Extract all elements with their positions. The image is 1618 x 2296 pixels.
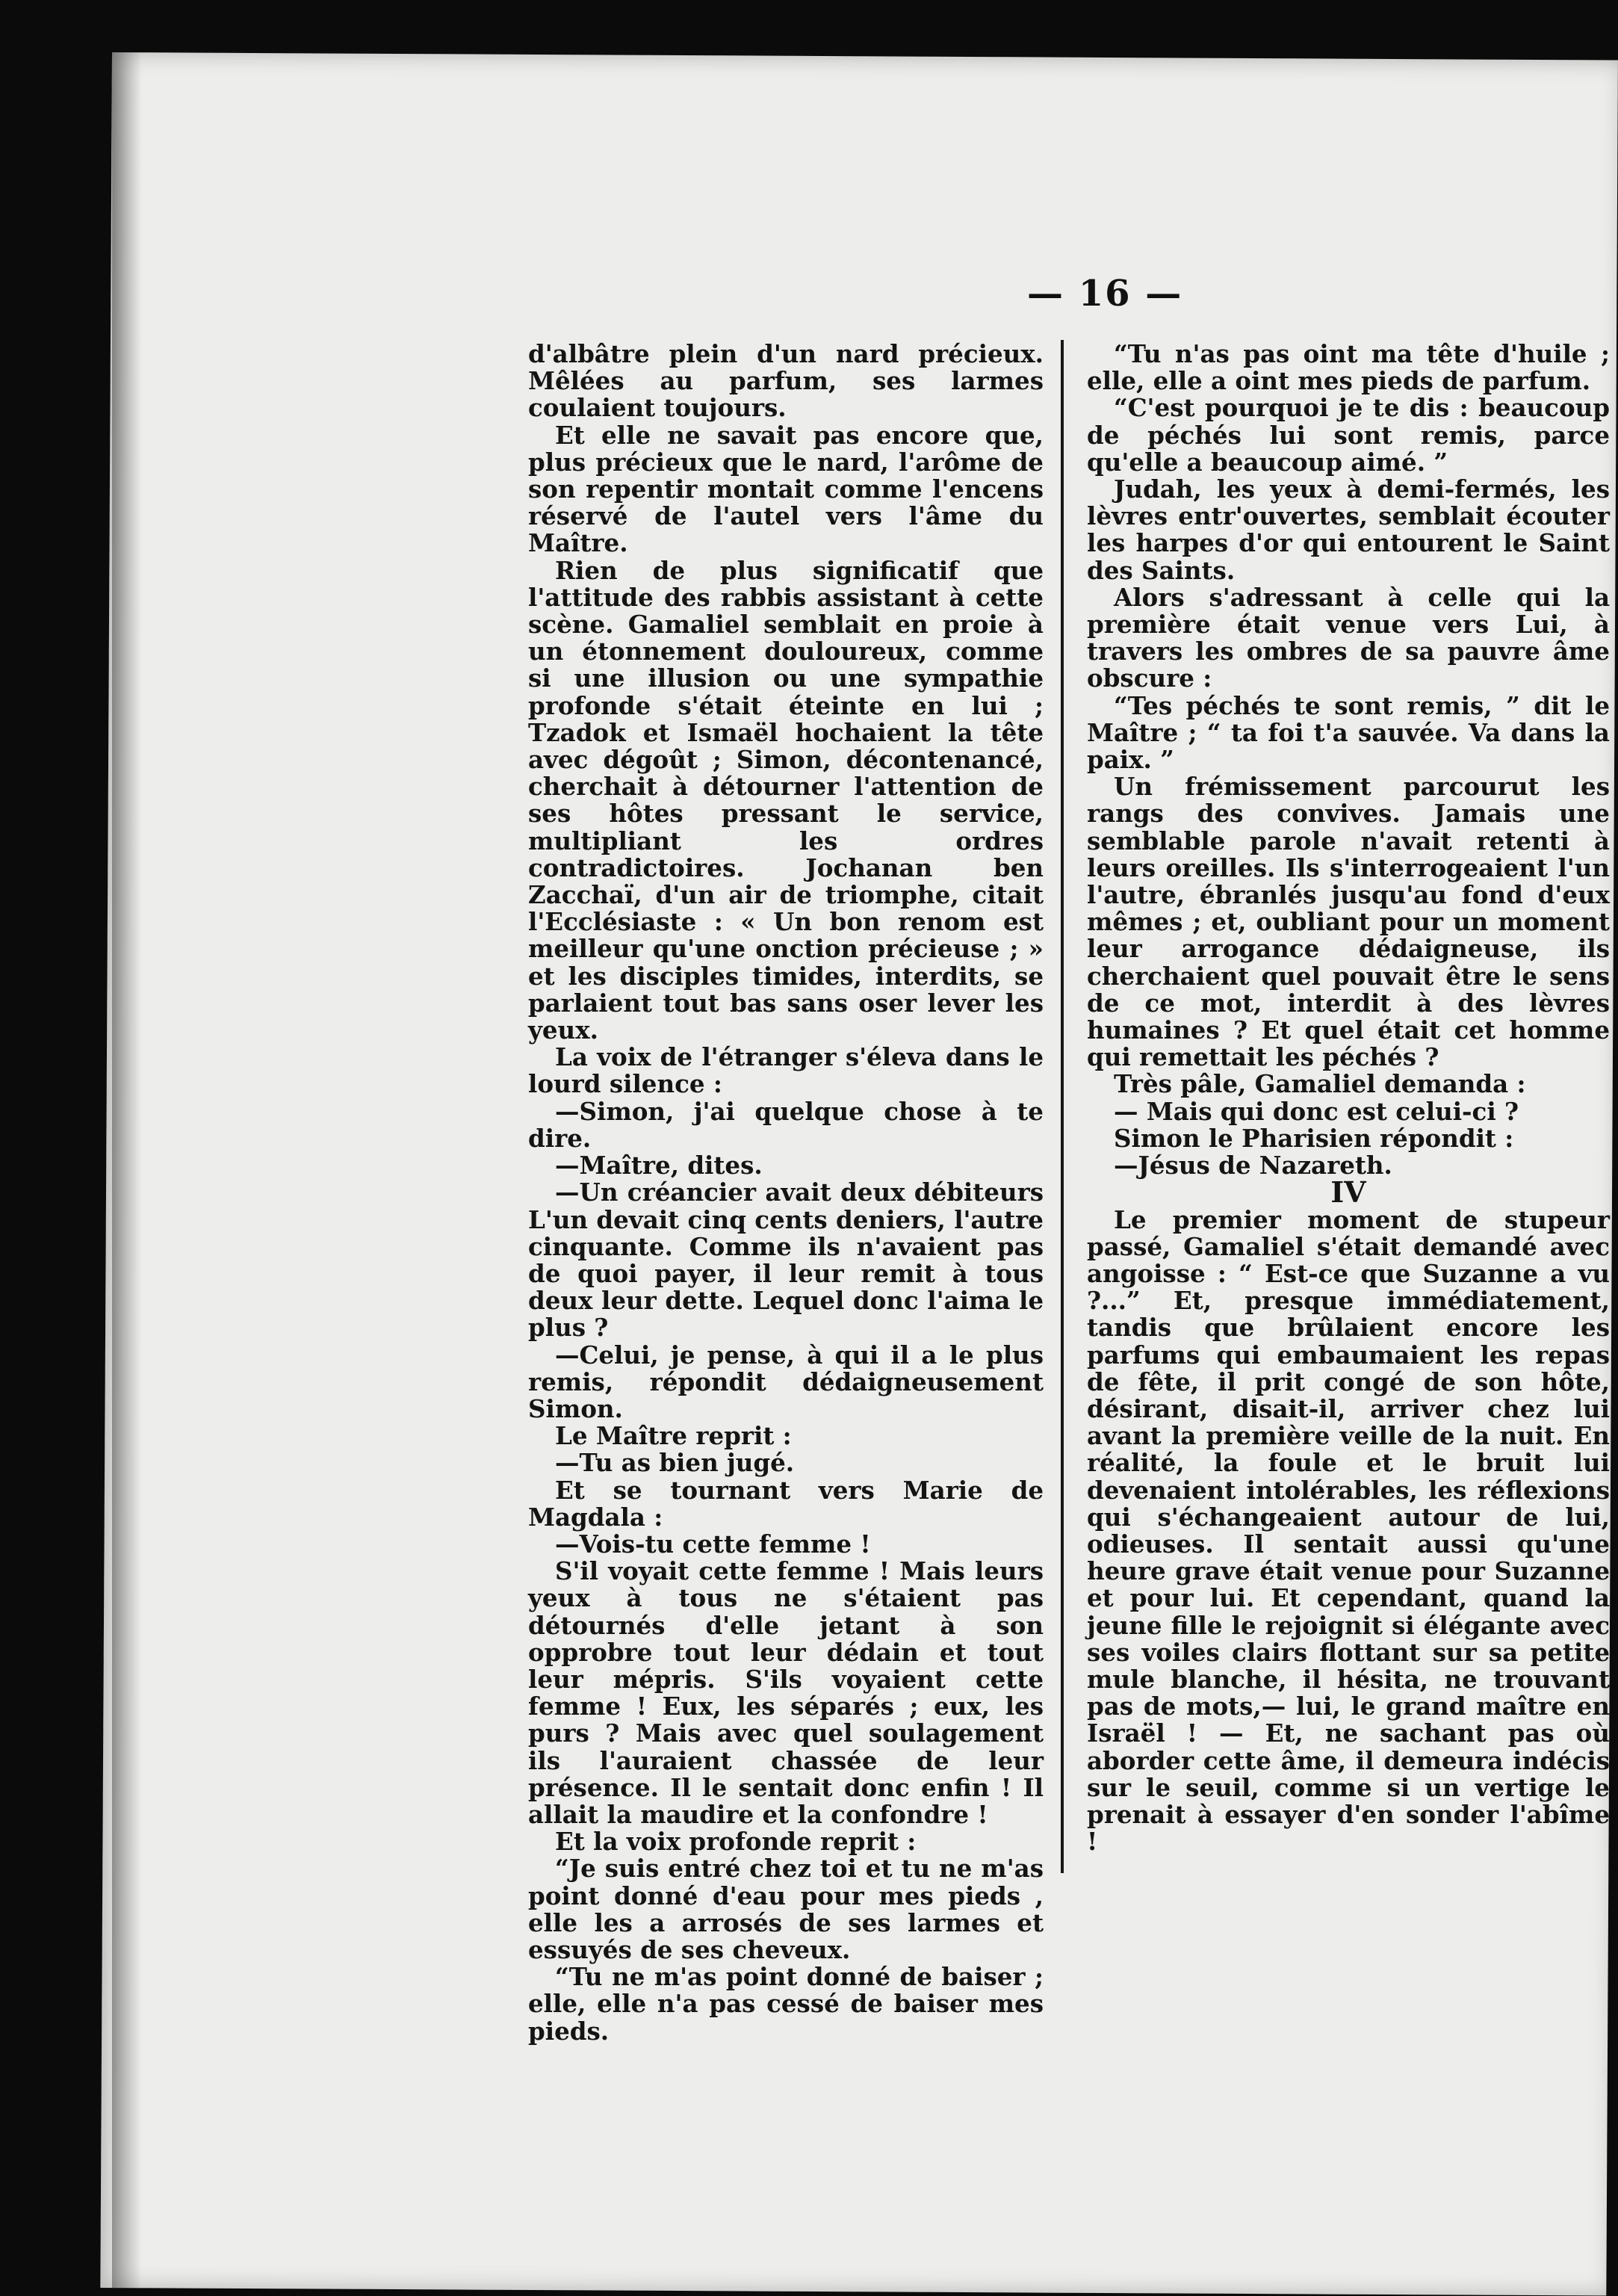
paragraph: d'albâtre plein d'un nard précieux. Mêlées au parfum, ses larmes coulaient toujours. [528,339,1044,423]
page-number: — 16 — [1027,273,1183,315]
paragraph: —Un créancier avait deux débiteurs L'un devait cinq cents deniers, l'autre cinquante. Comme ils n'avaient pas de quoi payer, il leur remit à tous deux leur dette. Lequel donc l'aima le plus ? [528,1178,1044,1343]
paragraph: — Mais qui donc est celui-ci ? [1114,1096,1519,1126]
paragraph: “Tu n'as pas oint ma tête d'huile ; elle, elle a oint mes pieds de parfum. [1087,339,1610,396]
right-column-top [1087,341,1610,1179]
paragraph: Le premier moment de stupeur passé, Gamaliel s'était demandé avec angoisse : “ Est-ce que Suzanne a vu ?...” Et, presque immédiatement, tandis que brûlaient encore les parfums qui embaumaient les repas de fête, il prit congé de son hôte, désirant, disait-il, arriver chez lui avant la première veille de la nuit. En réalité, la foule et le bruit lui devenaient intolérables, les réflexions qui s'échangeaient autour de lui, odieuses. Il sentait aussi qu'une heure grave était venue pour Suzanne et pour lui. Et cependant, quand la jeune fille le rejoignit si élégante avec ses voiles clairs flottant sur sa petite mule blanche, il hésita, ne trouvant pas de mots,— lui, le grand maître en Israël ! — Et, ne sachant pas où aborder cette âme, il demeura indécis sur le seuil, comme si un vertige le prenait à essayer d'en sonder l'abîme ! [1087,1204,1610,1857]
section-heading: IV [1330,1175,1366,1210]
left-column [528,341,1044,2045]
paragraph: Simon le Pharisien répondit : [1114,1123,1514,1153]
right-column-bottom [1087,1204,1610,1857]
paragraph: S'il voyait cette femme ! Mais leurs yeux à tous ne s'étaient pas détournés d'elle jetant à son opprobre tout leur dédain et tout leur mépris. S'ils voyaient cette femme ! Eux, les séparés ; eux, les purs ? Mais avec quel soulagement ils l'auraient chassée de leur présence. Il le sentait donc enfin ! Il allait la maudire et la confondre ! [528,1556,1044,1829]
paragraph: Très pâle, Gamaliel demanda : [1114,1069,1526,1099]
paragraph: Judah, les yeux à demi-fermés, les lèvres entr'ouvertes, semblait écouter les harpes d'or qui entourent le Saint des Saints. [1087,474,1610,585]
paragraph: —Tu as bien jugé. [555,1448,795,1478]
column-divider [1061,340,1064,1873]
paragraph: —Vois-tu cette femme ! [555,1529,871,1559]
paragraph: Le Maître reprit : [555,1421,792,1451]
paragraph: “Tu ne m'as point donné de baiser ; elle, elle n'a pas cessé de baiser mes pieds. [528,1962,1044,2046]
paragraph: Alors s'adressant à celle qui la première était venue vers Lui, à travers les ombres de sa pauvre âme obscure : [1087,582,1610,693]
paragraph: “C'est pourquoi je te dis : beaucoup de péchés lui sont remis, parce qu'elle a beaucoup aimé. ” [1087,393,1610,477]
paragraph: —Maître, dites. [555,1151,763,1181]
paragraph: “Tes péchés te sont remis, ” dit le Maître ; “ ta foi t'a sauvée. Va dans la paix. ” [1087,690,1610,775]
paragraph: “Je suis entré chez toi et tu ne m'as point donné d'eau pour mes pieds , elle les a arrosés de ses larmes et essuyés de ses cheveux. [528,1854,1044,1964]
paragraph: —Simon, j'ai quelque chose à te dire. [528,1096,1044,1153]
page-edge-shadow [112,52,142,2288]
paragraph: Rien de plus significatif que l'attitude des rabbis assistant à cette scène. Gamaliel semblait en proie à un étonnement douloureux, comme si une illusion ou une sympathie profonde s'était éteinte en lui ; Tzadok et Ismaël hochaient la tête avec dégoût ; Simon, décontenancé, cherchait à détourner l'attention de ses hôtes pressant le service, multipliant les ordres contradictoires. Jochanan ben Zacchaï, d'un air de triomphe, citait l'Ecclésiaste : « Un bon renom est meilleur qu'une onction précieuse ; » et les disciples timides, interdits, se parlaient tout bas sans oser lever les yeux. [528,555,1044,1045]
paragraph: Et elle ne savait pas encore que, plus précieux que le nard, l'arôme de son repentir montait comme l'encens réservé de l'autel vers l'âme du Maître. [528,420,1044,558]
paragraph: La voix de l'étranger s'éleva dans le lourd silence : [528,1042,1044,1099]
paragraph: Et se tournant vers Marie de Magdala : [528,1475,1044,1532]
paragraph: Un frémissement parcourut les rangs des convives. Jamais une semblable parole n'avait retenti à leurs oreilles. Ils s'interrogeaient l'un l'autre, ébranlés jusqu'au fond d'eux mêmes ; et, oubliant pour un moment leur arrogance dédaigneuse, ils cherchaient quel pouvait être le sens de ce mot, interdit à des lèvres humaines ? Et quel était cet homme qui remettait les péchés ? [1087,772,1610,1072]
paragraph: —Celui, je pense, à qui il a le plus remis, répondit dédaigneusement Simon. [528,1340,1044,1423]
right-column [1087,341,1610,1855]
paragraph: —Jésus de Nazareth. [1114,1151,1392,1181]
paragraph: Et la voix profonde reprit : [555,1827,917,1857]
